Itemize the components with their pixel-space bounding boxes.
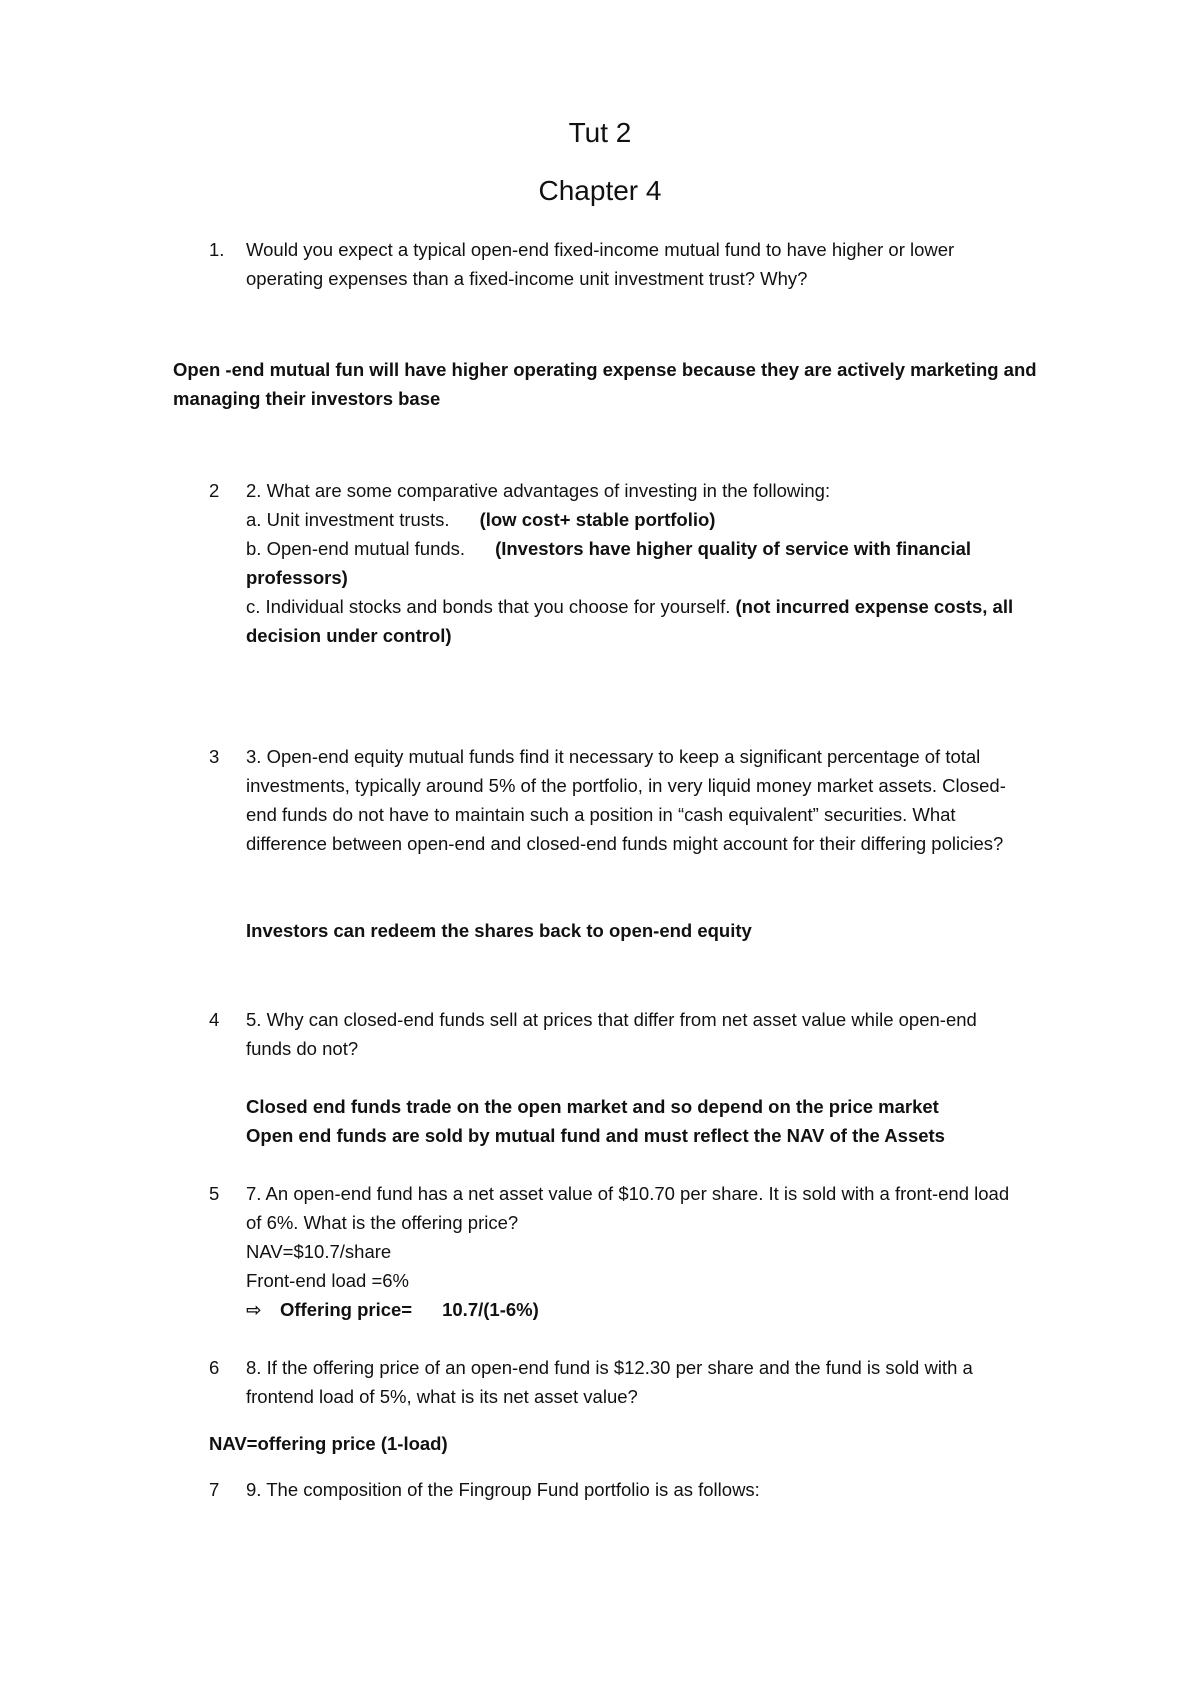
question-text: 7. An open-end fund has a net asset value of $10.70 per share. It is sold with a front-end load bbox=[246, 1183, 1010, 1204]
answer-value: 10.7/(1-6%) bbox=[442, 1299, 539, 1320]
option-text: a. Unit investment trusts. bbox=[246, 509, 450, 530]
question-text: 8. If the offering price of an open-end fund is $12.30 per share and the fund is sold with a bbox=[246, 1357, 973, 1378]
working-text: NAV=$10.7/share bbox=[246, 1241, 392, 1262]
answer-text: Open -end mutual fun will have higher operating expense because they are actively marketing and bbox=[173, 359, 1037, 380]
option-b bbox=[246, 534, 971, 563]
working-text: Front-end load =6% bbox=[246, 1270, 410, 1291]
answer-text: Investors can redeem the shares back to open-end equity bbox=[246, 920, 752, 941]
question-number: 3 bbox=[209, 746, 220, 767]
arrow-icon: ⇨ bbox=[246, 1299, 262, 1320]
question-text: end funds do not have to maintain such a position in “cash equivalent” securities. What bbox=[246, 804, 956, 825]
answer-text: (not incurred expense costs, all bbox=[735, 596, 1014, 617]
answer-text: (Investors have higher quality of service with financial bbox=[495, 538, 972, 559]
answer-text: Open end funds are sold by mutual fund and must reflect the NAV of the Assets bbox=[246, 1125, 945, 1146]
question-number: 5 bbox=[209, 1183, 220, 1204]
question-text: 9. The composition of the Fingroup Fund portfolio is as follows: bbox=[246, 1479, 760, 1500]
answer-text: managing their investors base bbox=[173, 388, 441, 409]
option-c bbox=[246, 592, 1013, 621]
answer-text: professors) bbox=[246, 567, 348, 588]
answer-line bbox=[246, 1295, 539, 1324]
answer-text: NAV=offering price (1-load) bbox=[209, 1433, 448, 1454]
question-text: 2. What are some comparative advantages of investing in the following: bbox=[246, 480, 831, 501]
question-text: investments, typically around 5% of the portfolio, in very liquid money market assets. Closed- bbox=[246, 775, 1006, 796]
question-text: 5. Why can closed-end funds sell at prices that differ from net asset value while open-end bbox=[246, 1009, 977, 1030]
question-number: 4 bbox=[209, 1009, 220, 1030]
question-number: 7 bbox=[209, 1479, 220, 1500]
question-text: frontend load of 5%, what is its net asset value? bbox=[246, 1386, 638, 1407]
option-a bbox=[246, 505, 715, 534]
option-text: c. Individual stocks and bonds that you choose for yourself. bbox=[246, 596, 731, 617]
question-text: 3. Open-end equity mutual funds find it necessary to keep a significant percentage of total bbox=[246, 746, 981, 767]
question-text: of 6%. What is the offering price? bbox=[246, 1212, 519, 1233]
answer-text: decision under control) bbox=[246, 625, 452, 646]
question-text: funds do not? bbox=[246, 1038, 359, 1059]
option-text: b. Open-end mutual funds. bbox=[246, 538, 466, 559]
question-number: 6 bbox=[209, 1357, 220, 1378]
answer-text: (low cost+ stable portfolio) bbox=[479, 509, 716, 530]
question-text: Would you expect a typical open-end fixed-income mutual fund to have higher or lower bbox=[246, 239, 955, 260]
chapter-heading: Chapter 4 bbox=[538, 175, 662, 206]
question-text: difference between open-end and closed-end funds might account for their differing policies? bbox=[246, 833, 1004, 854]
question-number: 2 bbox=[209, 480, 220, 501]
page-title: Tut 2 bbox=[568, 117, 632, 148]
question-text: operating expenses than a fixed-income unit investment trust? Why? bbox=[246, 268, 808, 289]
answer-text: Closed end funds trade on the open market and so depend on the price market bbox=[246, 1096, 939, 1117]
question-number: 1. bbox=[209, 239, 225, 260]
answer-label: Offering price= bbox=[280, 1299, 413, 1320]
